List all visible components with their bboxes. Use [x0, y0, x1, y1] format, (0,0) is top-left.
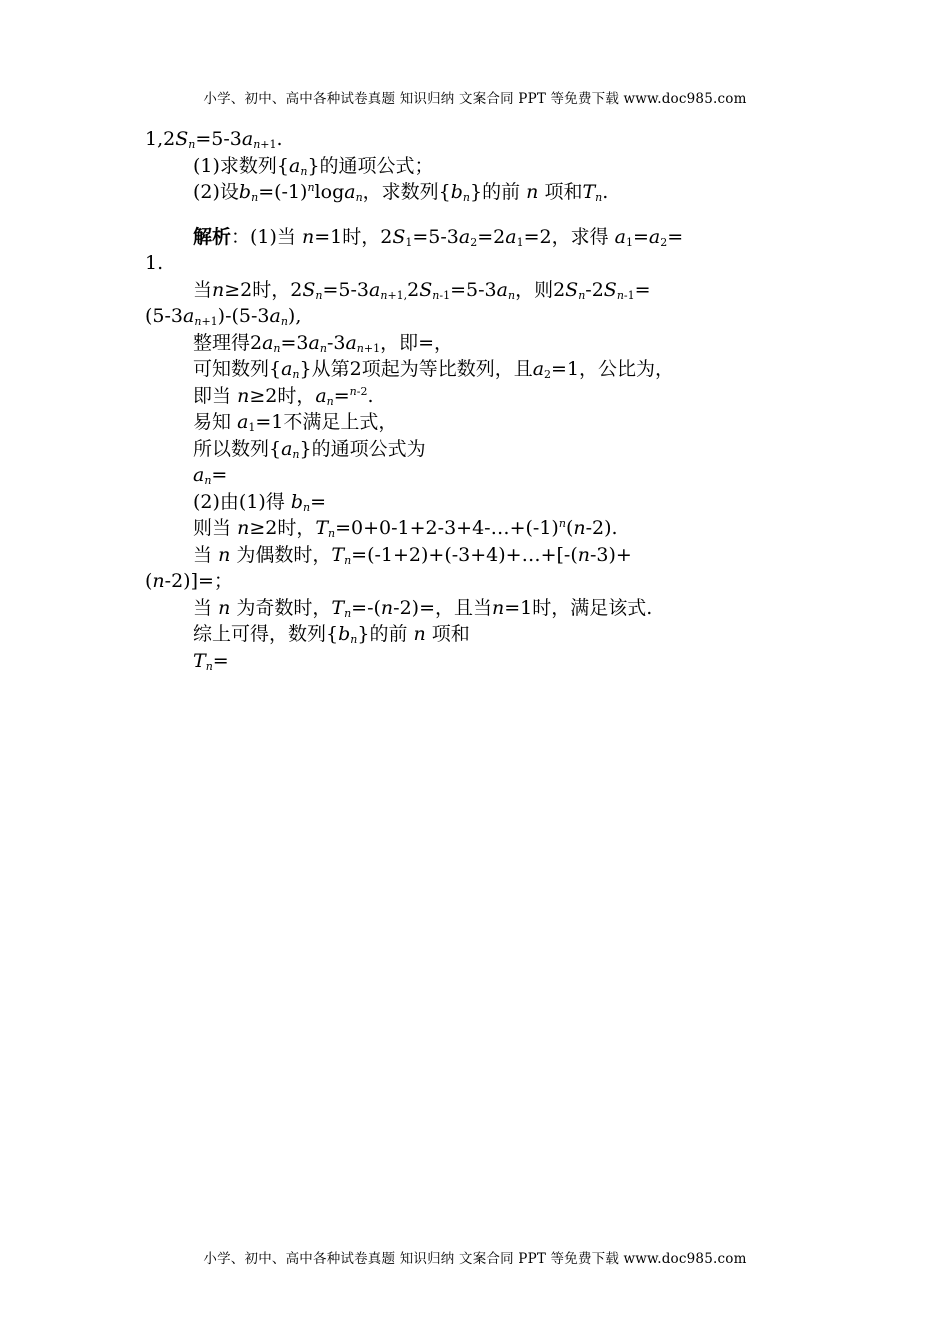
document-body [145, 126, 809, 674]
question-2: (2)设$b_n=(-1)^n\log a_n$，求数列$\{b_n\}$的前 n 项和$T_n$. [193, 181, 609, 204]
solution-line: (2)由(1)得 $b_n=$ [193, 490, 327, 514]
solution-label: 解析 [193, 225, 232, 248]
solution-line: 综上可得，数列$\{b_n\}$的前 n 项和 [193, 623, 470, 646]
solution-line: 可知数列$\{a_n\}$从第2项起为等比数列，且$a_2=1$，公比为， [193, 358, 675, 381]
solution-line: (n-2)]=； [145, 570, 233, 592]
solution-line: $T_n=$ [193, 649, 229, 673]
solution-line: 即当 n≥2时，$a_n=^{n-2}$. [193, 384, 374, 408]
solution-line: 解析：(1)当 n=1时，$2S_1=5-3a_2=2a_1=2$，求得 $a_1=a_2=$ [193, 225, 684, 249]
problem-condition: $1,2S_n=5-3a_{n+1}$. [145, 128, 283, 151]
solution-line: 当 n 为奇数时，$T_n=-(n-2)=$，且当n=1时，满足该式. [193, 596, 653, 620]
page-header: 小学、初中、高中各种试卷真题 知识归纳 文案合同 PPT 等免费下载 www.doc985.com [203, 91, 747, 107]
question-1: (1)求数列$\{a_n\}$的通项公式； [193, 154, 434, 178]
solution-line: 所以数列$\{a_n\}$的通项公式为 [193, 437, 426, 461]
solution-line: 则当 n≥2时，$T_n=0+0-1+2-3+4-\dots+(-1)^n(n-2)$. [193, 517, 618, 540]
solution-line: $(5-3a_{n+1})-(5-3a_n)$, [145, 305, 302, 328]
solution-line: $a_n=$ [193, 464, 228, 487]
solution-line: 易知 $a_1=1$不满足上式， [193, 411, 398, 434]
solution-line: 当 n 为偶数时，$T_n=(-1+2)+(-3+4)+\dots+[-(n-3)+$ [193, 543, 632, 567]
page-footer: 小学、初中、高中各种试卷真题 知识归纳 文案合同 PPT 等免费下载 www.doc985.com [203, 1251, 747, 1267]
solution-line: 1. [145, 252, 164, 274]
solution-line: 整理得$2a_n=3a_n-3a_{n+1}$，即=， [193, 331, 454, 355]
solution-line: 当n≥2时，$2S_n=5-3a_{n+1,}2S_{n-1}=5-3a_n$，则$2S_n-2S_{n-1}=$ [193, 278, 651, 302]
